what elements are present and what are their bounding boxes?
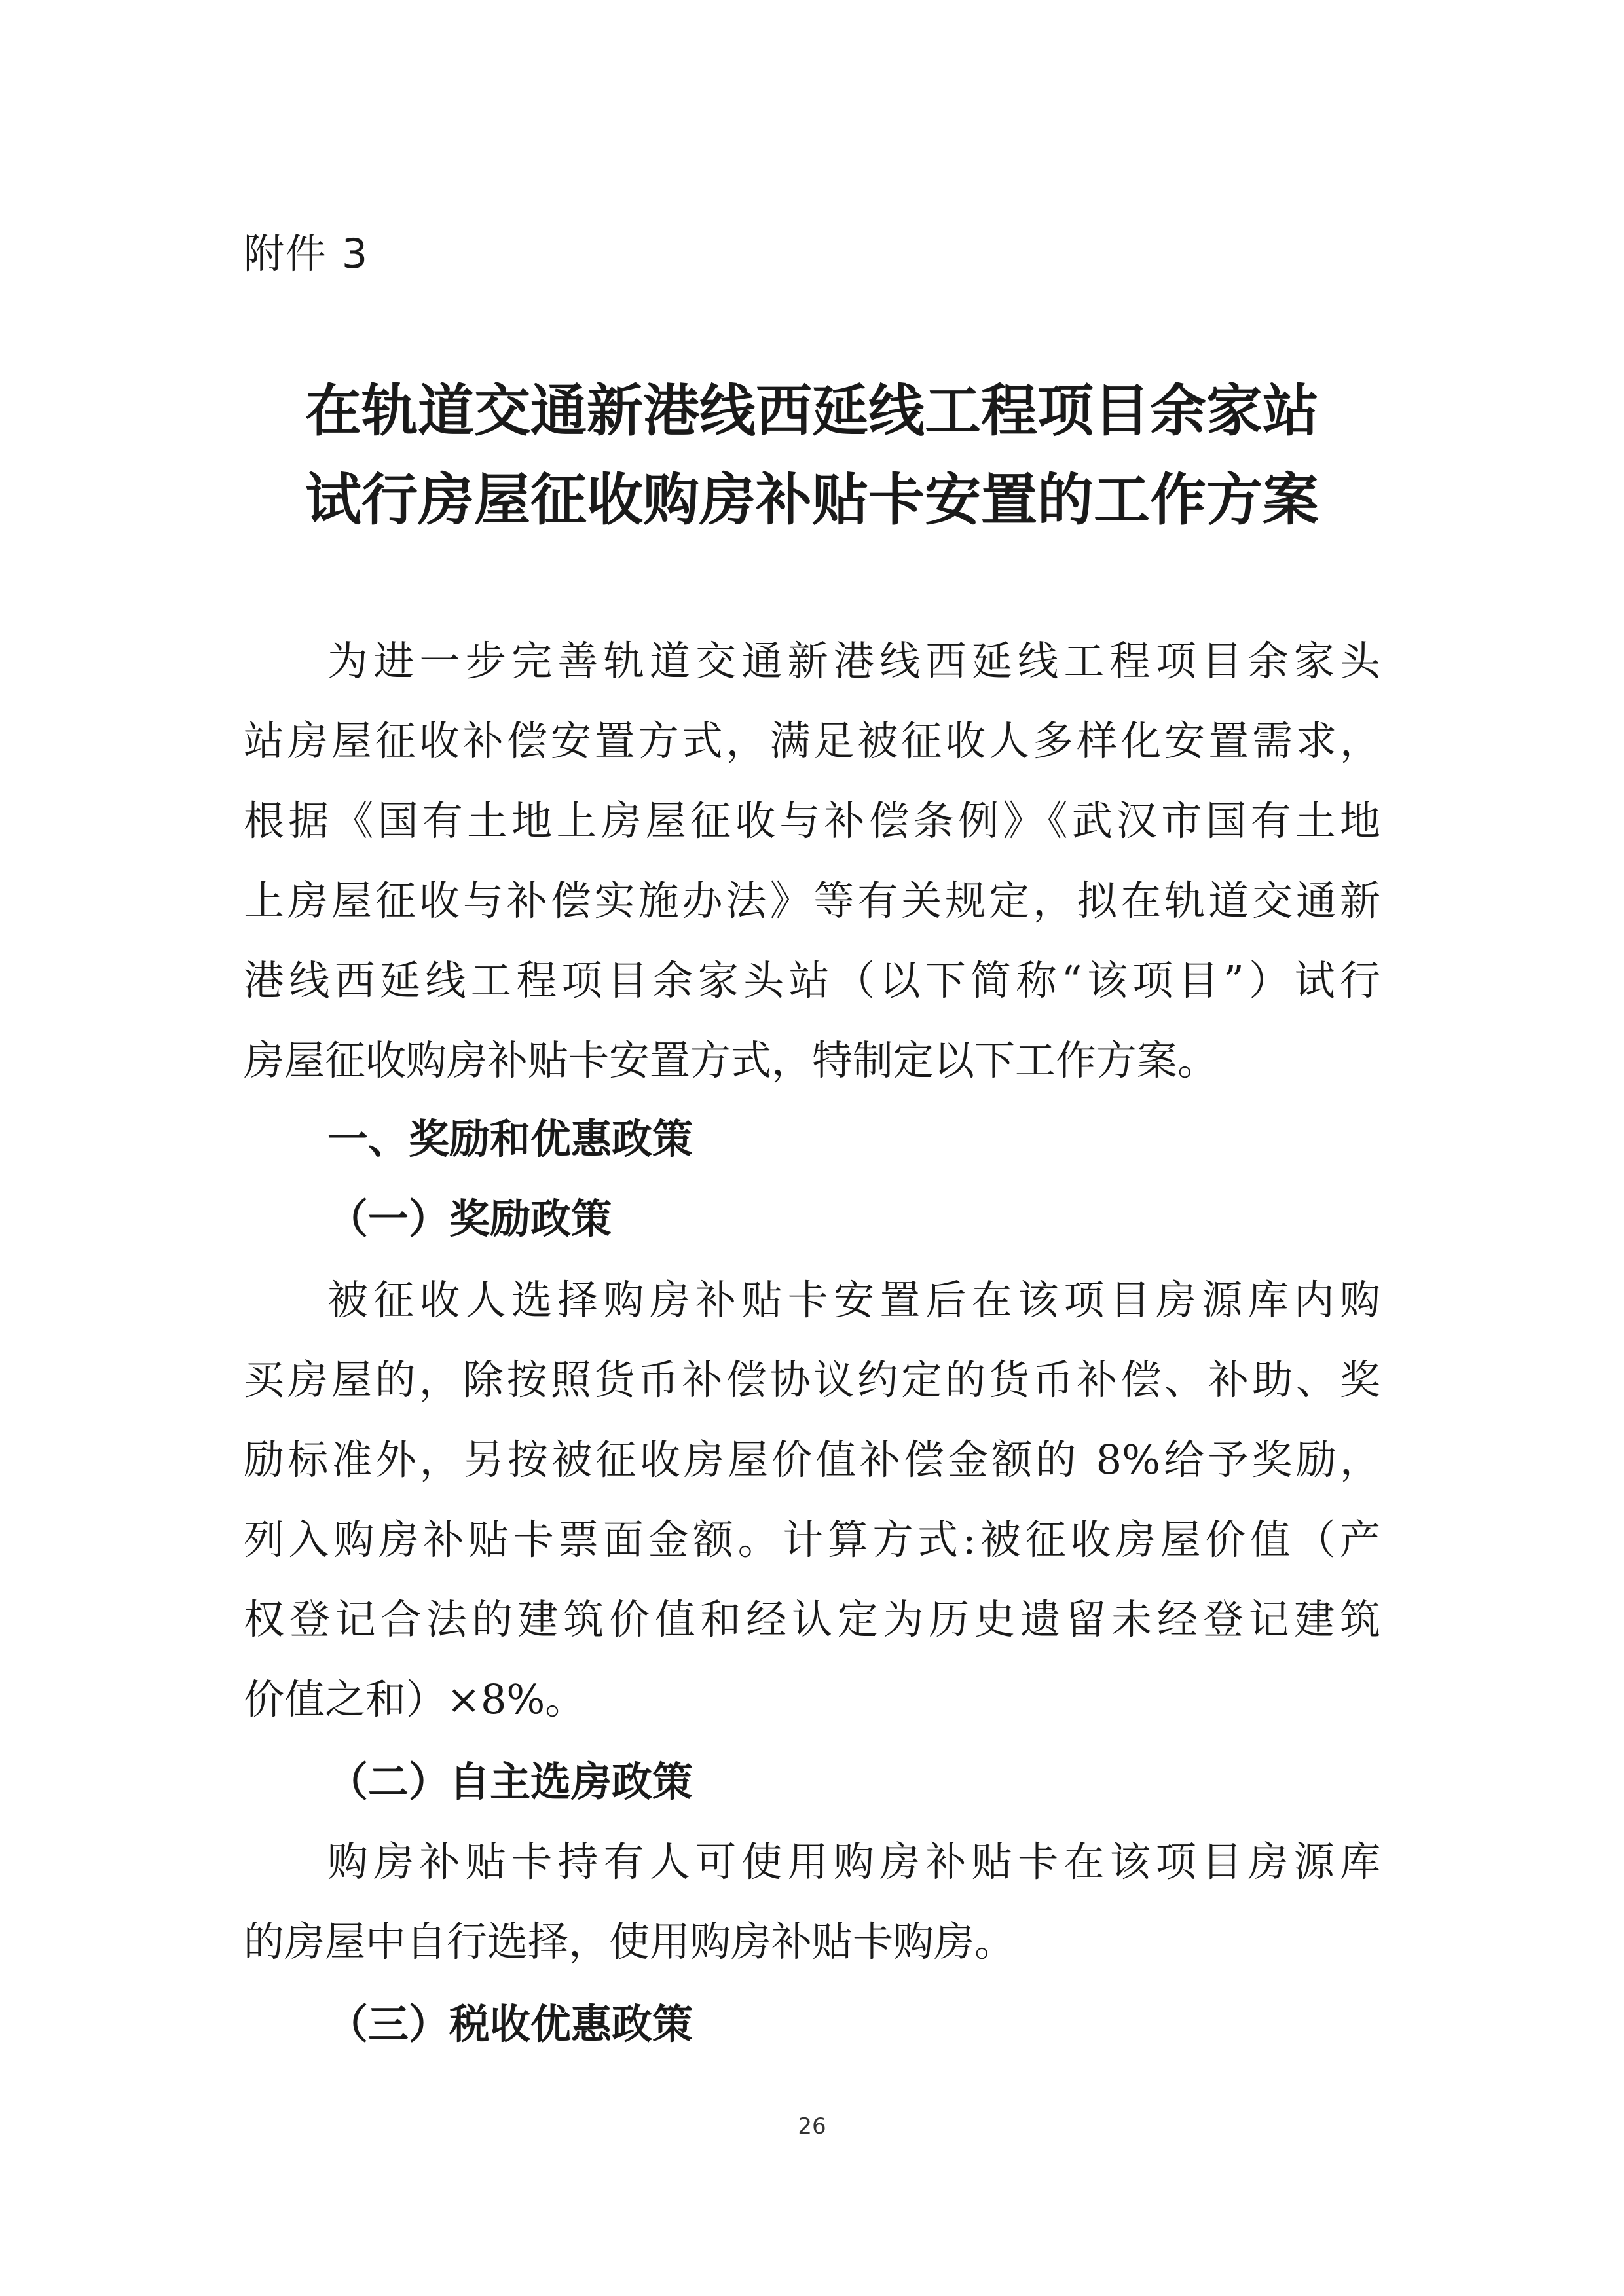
- paragraph-line: 权登记合法的建筑价值和经认定为历史遗留未经登记建筑: [244, 1595, 1380, 1643]
- intro-line: 港线西延线工程项目余家头站（以下简称“该项目”）试行: [244, 957, 1380, 1004]
- page-number: 26: [798, 2113, 826, 2140]
- intro-line: 房屋征收购房补贴卡安置方式，特制定以下工作方案。: [244, 1036, 1219, 1084]
- intro-line: 站房屋征收补偿安置方式，满足被征收人多样化安置需求，: [244, 717, 1380, 765]
- paragraph-line: 的房屋中自行选择，使用购房补贴卡购房。: [244, 1918, 1016, 1965]
- intro-line: 上房屋征收与补偿实施办法》等有关规定，拟在轨道交通新: [244, 877, 1380, 924]
- subsection-heading: （三）税收优惠政策: [327, 2000, 693, 2048]
- intro-line: 为进一步完善轨道交通新港线西延线工程项目余家头: [327, 637, 1380, 685]
- section-heading: 一、奖励和优惠政策: [327, 1115, 693, 1163]
- paragraph-line: 励标准外，另按被征收房屋价值补偿金额的 8%给予奖励，: [244, 1436, 1380, 1484]
- paragraph-line: 买房屋的，除按照货币补偿协议约定的货币补偿、补助、奖: [244, 1356, 1380, 1404]
- document-title-line-1: 在轨道交通新港线西延线工程项目余家站: [305, 378, 1319, 444]
- paragraph-line: 被征收人选择购房补贴卡安置后在该项目房源库内购: [327, 1276, 1380, 1324]
- paragraph-line: 价值之和）×8%。: [244, 1675, 586, 1723]
- attachment-label: 附件 3: [244, 230, 369, 278]
- intro-line: 根据《国有土地上房屋征收与补偿条例》《武汉市国有土地: [244, 797, 1380, 845]
- subsection-heading: （二）自主选房政策: [327, 1758, 693, 1806]
- subsection-heading: （一）奖励政策: [327, 1195, 612, 1243]
- paragraph-line: 购房补贴卡持有人可使用购房补贴卡在该项目房源库: [327, 1838, 1380, 1886]
- paragraph-line: 列入购房补贴卡票面金额。计算方式:被征收房屋价值（产: [244, 1516, 1380, 1563]
- document-title-line-2: 试行房屋征收购房补贴卡安置的工作方案: [305, 467, 1319, 533]
